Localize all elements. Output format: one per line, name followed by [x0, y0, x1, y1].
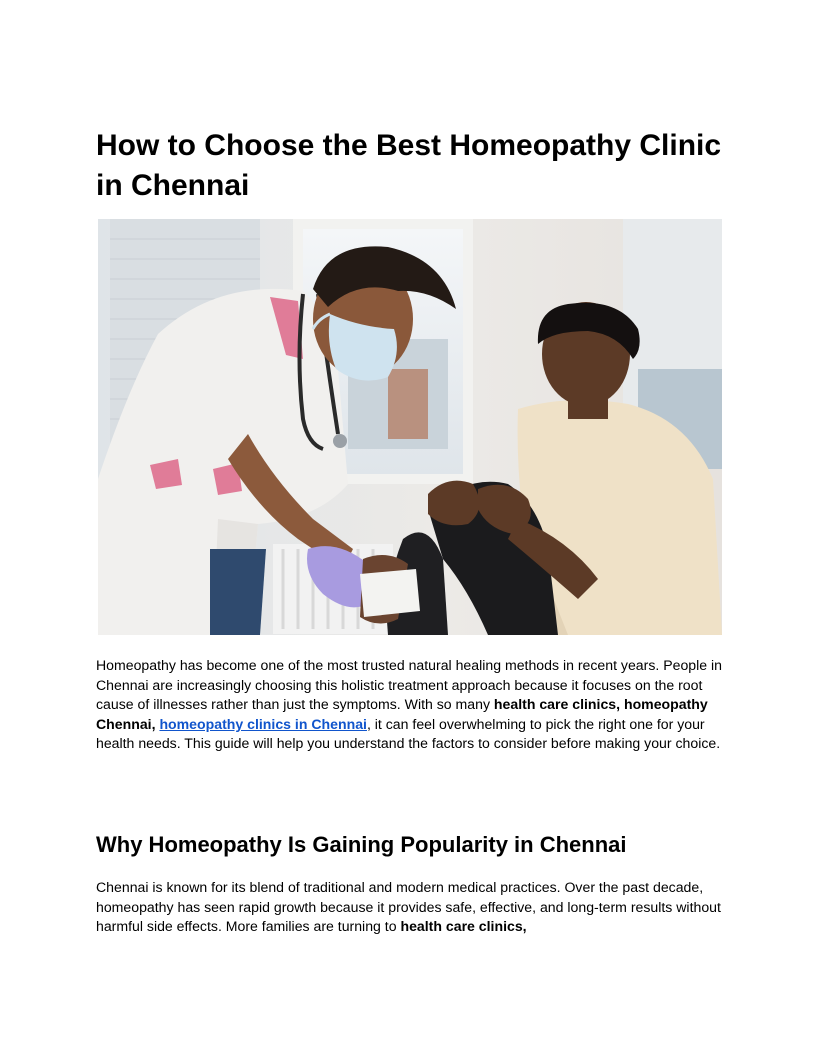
section-bold-keywords: health care clinics,: [400, 918, 527, 935]
homeopathy-clinics-link[interactable]: homeopathy clinics in Chennai: [159, 715, 367, 732]
section-paragraph: [96, 878, 726, 937]
intro-text-2: , it can feel overwhelming to pick the right one for your health needs. This guide will help you understand the factors to consider before making your choice.: [96, 715, 721, 752]
doctor-bandaging-patient-knee-photo: [98, 219, 722, 635]
intro-bold-keywords: health care clinics, homeopathy Chennai,: [96, 696, 708, 732]
intro-text-1: Homeopathy has become one of the most trusted natural healing methods in recent years. People in Chennai are increasingly choosing this holistic treatment approach because it focuses on the root cause of illnesses rather than just the symptoms. With so many: [96, 657, 722, 713]
section-heading: Why Homeopathy Is Gaining Popularity in Chennai: [96, 832, 627, 857]
intro-paragraph: [96, 656, 726, 754]
section-text-1: Chennai is known for its blend of traditional and modern medical practices. Over the past decade, homeopathy has seen rapid growth because it provides safe, effective, and long-term results without harmful side effects. More families are turning to: [96, 879, 721, 935]
document-title: How to Choose the Best Homeopathy Clinic in Chennai: [96, 129, 722, 202]
